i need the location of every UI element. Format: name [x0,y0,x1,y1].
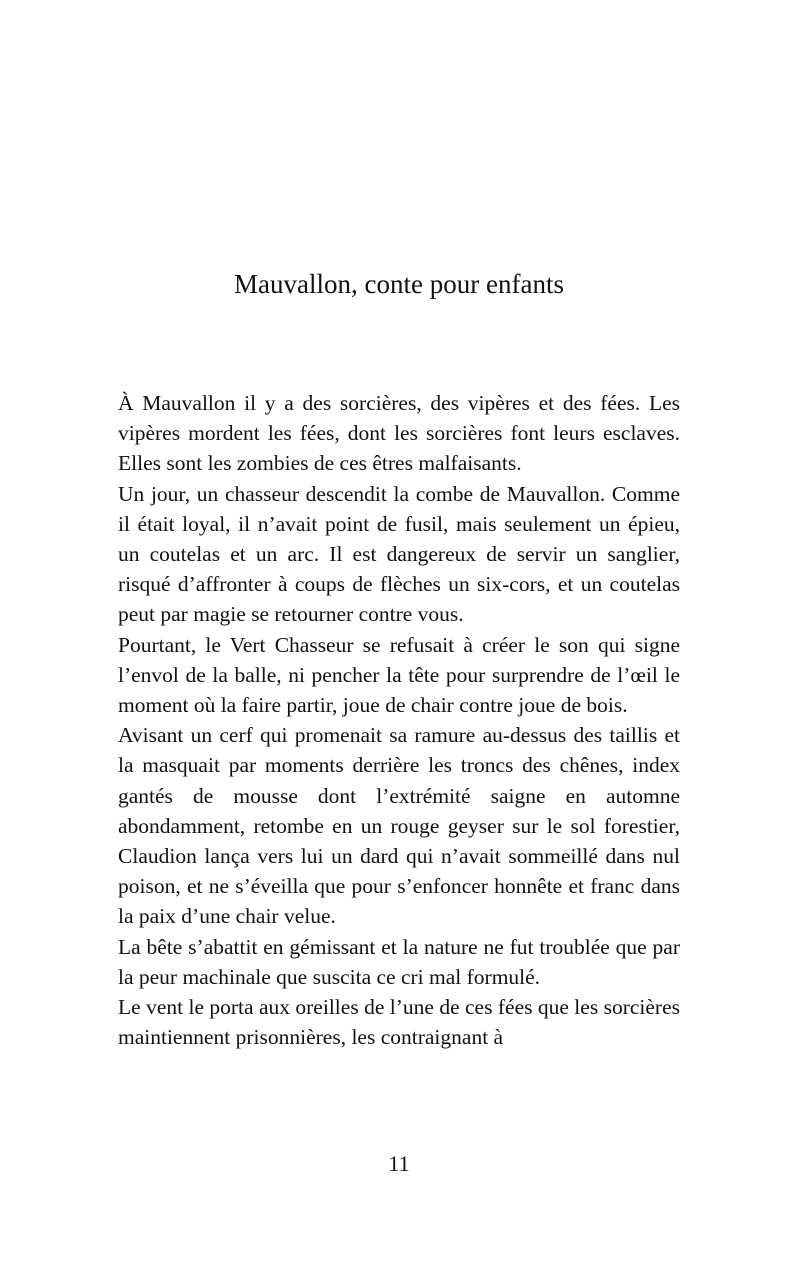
page-number: 11 [388,1151,410,1176]
paragraph-6: Le vent le porta aux oreilles de l’une de ces fées que les sorcières maintiennent prisonnières, les contraignant à [118,995,680,1050]
chapter-title: Mauvallon, conte pour enfants [234,269,564,299]
paragraph-3: Pourtant, le Vert Chasseur se refusait à créer le son qui signe l’envol de la balle, ni pencher la tête pour surprendre de l’œil le moment où la faire partir, joue de chair contre joue de bois. [118,632,680,718]
paragraph-4: Avisant un cerf qui promenait sa ramure au-dessus des taillis et la masquait par moments derrière les troncs des chênes, index gantés de mousse dont l’extrémité saigne en automne abondamment, retombe en un rouge geyser sur le sol forestier, Claudion lança vers lui un dard qui n’avait sommeillé dans nul poison, et ne s’éveilla que pour s’enfoncer honnête et franc dans la paix d’une chair velue. [118,723,680,929]
chapter-body [118,388,680,1052]
paragraph-5: La bête s’abattit en gémissant et la nature ne fut troublée que par la peur machinale que suscita ce cri mal formulé. [118,934,680,989]
paragraph-2: Un jour, un chasseur descendit la combe de Mauvallon. Comme il était loyal, il n’avait point de fusil, mais seulement un épieu, un coutelas et un arc. Il est dangereux de servir un sanglier, risqué d’affronter à coups de flèches un six-cors, et un coutelas peut par magie se retourner contre vous. [118,481,680,627]
paragraph-1: À Mauvallon il y a des sorcières, des vipères et des fées. Les vipères mordent les fées, dont les sorcières font leurs esclaves. Elles sont les zombies de ces êtres malfaisants. [118,391,680,476]
